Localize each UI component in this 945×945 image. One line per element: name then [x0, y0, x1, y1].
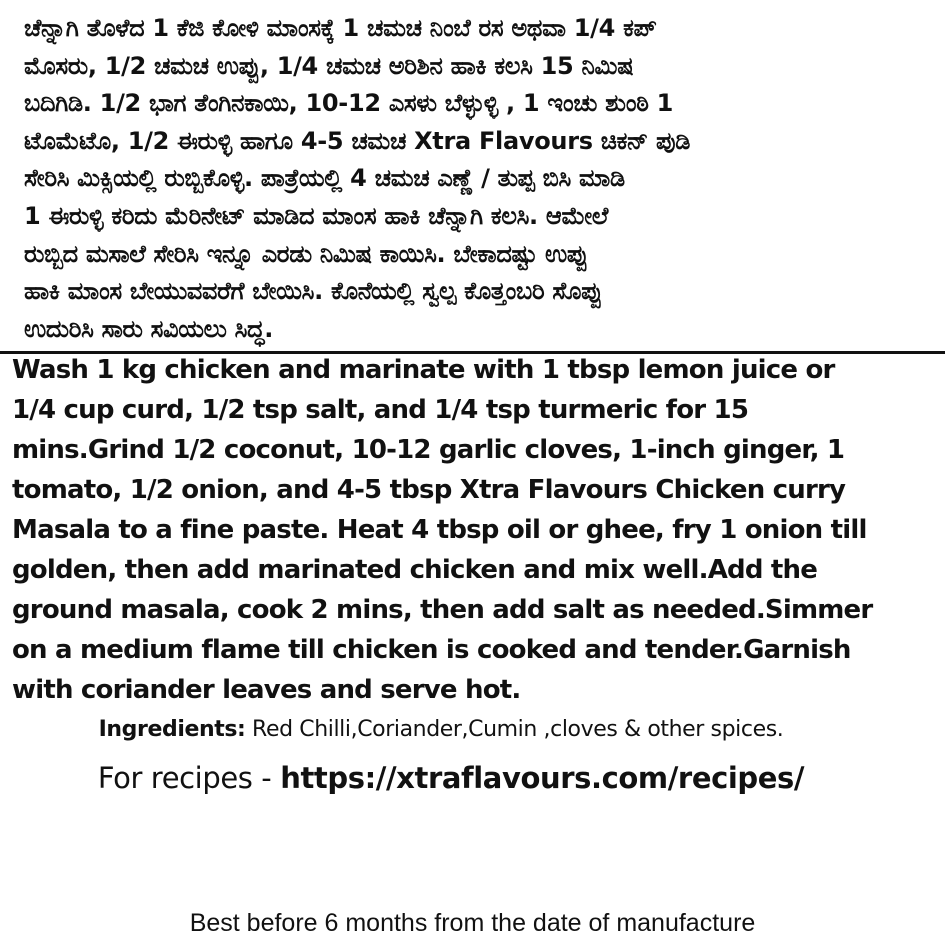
best-before-note: Best before 6 months from the date of manufacture	[189, 909, 756, 937]
english-instructions: Wash 1 kg chicken and marinate with 1 tbsp lemon juice or 1/4 cup curd, 1/2 tsp salt, and 1/4 tsp turmeric for 15 mins.Grind 1/2 coconut, 10-12 garlic cloves, 1-inch ginger, 1 tomato, 1/2 onion, and 4-5 tbsp Xtra Flavours Chicken curry Masala to a fine paste. Heat 4 tbsp oil or ghee, fry 1 onion till golden, then add marinated chicken and mix well.Add the ground masala, cook 2 mins, then add salt as needed.Simmer on a medium flame till chicken is cooked and tender.Garnish with coriander leaves and serve hot.	[12, 355, 873, 705]
recipes-line	[0, 757, 902, 799]
ingredients-text: Red Chilli,Coriander,Cumin ,cloves & other spices.	[245, 717, 784, 742]
ingredients-label: Ingredients:	[98, 717, 246, 742]
ingredients-line	[0, 714, 882, 746]
kannada-instructions: ಚೆನ್ನಾಗಿ ತೊಳೆದ 1 ಕೆಜಿ ಕೋಳಿ ಮಾಂಸಕ್ಕೆ 1 ಚಮಚ ನಿಂಬೆ ರಸ ಅಥವಾ 1/4 ಕಪ್ ಮೊಸರು, 1/2 ಚಮಚ ಉಪ್ಪು, 1/4 ಚಮಚ ಅರಿಶಿನ ಹಾಕಿ ಕಲಸಿ 15 ನಿಮಿಷ ಬದಿಗಿಡಿ. 1/2 ಭಾಗ ತೆಂಗಿನಕಾಯಿ, 10-12 ಎಸಳು ಬೆಳ್ಳುಳ್ಳಿ , 1 ಇಂಚು ಶುಂಠಿ 1 ಟೊಮೆಟೊ, 1/2 ಈರುಳ್ಳಿ ಹಾಗೂ 4-5 ಚಮಚ Xtra Flavours ಚಿಕನ್ ಪುಡಿ ಸೇರಿಸಿ ಮಿಕ್ಸಿಯಲ್ಲಿ ರುಬ್ಬಿಕೊಳ್ಳಿ. ಪಾತ್ರೆಯಲ್ಲಿ 4 ಚಮಚ ಎಣ್ಣೆ / ತುಪ್ಪ ಬಿಸಿ ಮಾಡಿ 1 ಈರುಳ್ಳಿ ಕರಿದು ಮೆರಿನೇಟ್ ಮಾಡಿದ ಮಾಂಸ ಹಾಕಿ ಚೆನ್ನಾಗಿ ಕಲಸಿ. ಆಮೇಲೆ ರುಬ್ಬಿದ ಮಸಾಲೆ ಸೇರಿಸಿ ಇನ್ನೂ ಎರಡು ನಿಮಿಷ ಕಾಯಿಸಿ. ಬೇಕಾದಷ್ಟು ಉಪ್ಪು ಹಾಕಿ ಮಾಂಸ ಬೇಯುವವರೆಗೆ ಬೇಯಿಸಿ. ಕೊನೆಯಲ್ಲಿ ಸ್ವಲ್ಪ ಕೊತ್ತಂಬರಿ ಸೊಪ್ಪು ಉದುರಿಸಿ ಸಾರು ಸವಿಯಲು ಸಿದ್ಧ.	[24, 14, 691, 343]
recipes-prefix: For recipes -	[97, 761, 281, 795]
recipes-link[interactable]: https://xtraflavours.com/recipes/	[280, 761, 805, 795]
